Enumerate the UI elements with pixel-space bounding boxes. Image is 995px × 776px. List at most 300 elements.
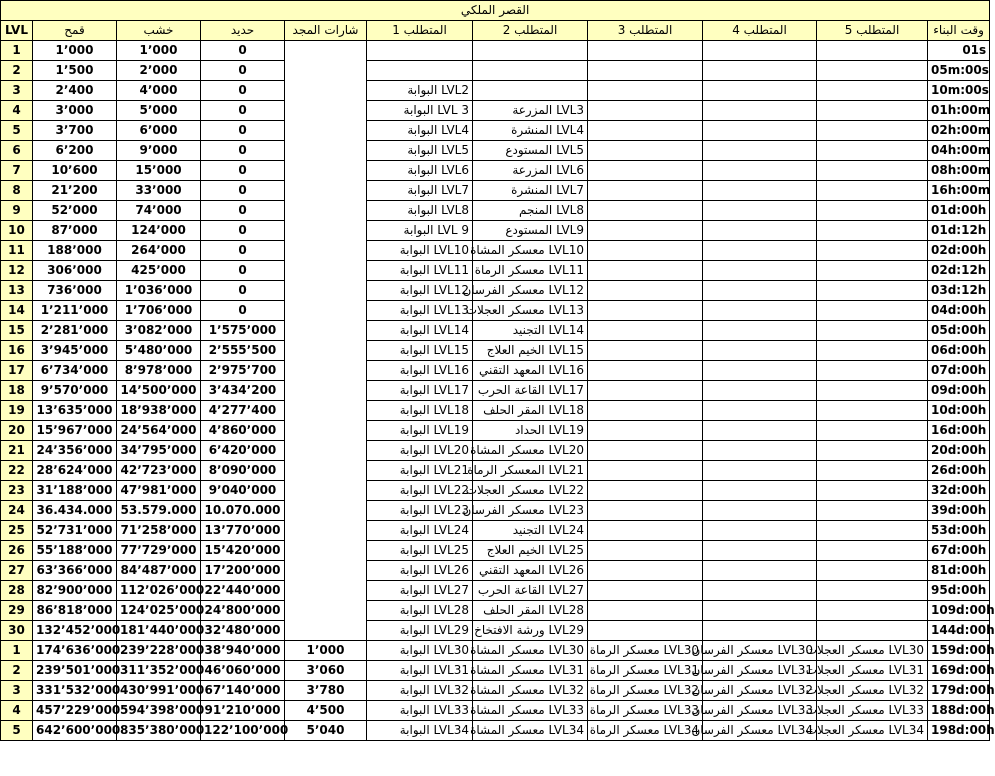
cell-lvl: 3 <box>1 681 33 701</box>
cell-req3 <box>588 321 703 341</box>
table-row <box>1 341 990 361</box>
cell-req4 <box>703 561 817 581</box>
table-row <box>1 401 990 421</box>
cell-req5 <box>817 61 928 81</box>
cell-iron: 3٬434٬200 <box>201 381 285 401</box>
cell-req1: LVL24 البوابة <box>367 521 473 541</box>
cell-glory <box>285 81 367 101</box>
cell-req2: LVL26 المعهد التقني <box>473 561 588 581</box>
cell-time: 02d:12h <box>928 261 990 281</box>
cell-req2: LVL11 معسكر الرماة <box>473 261 588 281</box>
cell-time: 10m:00s <box>928 81 990 101</box>
cell-req1: LVL26 البوابة <box>367 561 473 581</box>
cell-wheat: 1٬500 <box>33 61 117 81</box>
cell-req1: LVL4 البوابة <box>367 121 473 141</box>
cell-req3 <box>588 241 703 261</box>
table-row <box>1 121 990 141</box>
cell-req5 <box>817 301 928 321</box>
cell-req2: LVL30 معسكر المشاة <box>473 641 588 661</box>
cell-wood: 264٬000 <box>117 241 201 261</box>
cell-req1: LVL14 البوابة <box>367 321 473 341</box>
cell-req2: LVL19 الحداد <box>473 421 588 441</box>
cell-time: 05m:00s <box>928 61 990 81</box>
cell-req1: LVL27 البوابة <box>367 581 473 601</box>
cell-wood: 4٬000 <box>117 81 201 101</box>
cell-wood: 18٬938٬000 <box>117 401 201 421</box>
cell-wood: 47٬981٬000 <box>117 481 201 501</box>
cell-req1: LVL 9 البوابة <box>367 221 473 241</box>
header-req3: المتطلب 3 <box>588 21 703 41</box>
cell-wood: 835٬380٬000 <box>117 721 201 741</box>
cell-iron: 24٬800٬000 <box>201 601 285 621</box>
header-req5: المتطلب 5 <box>817 21 928 41</box>
cell-glory: 1٬000 <box>285 641 367 661</box>
cell-iron: 0 <box>201 41 285 61</box>
cell-lvl: 18 <box>1 381 33 401</box>
cell-time: 95d:00h <box>928 581 990 601</box>
cell-wheat: 21٬200 <box>33 181 117 201</box>
cell-time: 169d:00h <box>928 661 990 681</box>
cell-wood: 112٬026٬000 <box>117 581 201 601</box>
cell-wood: 6٬000 <box>117 121 201 141</box>
cell-wheat: 457٬229٬000 <box>33 701 117 721</box>
cell-req2: LVL29 ورشة الافتخاخ <box>473 621 588 641</box>
cell-lvl: 1 <box>1 641 33 661</box>
header-req1: المتطلب 1 <box>367 21 473 41</box>
cell-wood: 84٬487٬000 <box>117 561 201 581</box>
cell-req2 <box>473 81 588 101</box>
cell-time: 53d:00h <box>928 521 990 541</box>
cell-iron: 0 <box>201 81 285 101</box>
cell-req1: LVL34 البوابة <box>367 721 473 741</box>
cell-wood: 5٬480٬000 <box>117 341 201 361</box>
cell-req2: LVL10 معسكر المشاة <box>473 241 588 261</box>
cell-req5 <box>817 401 928 421</box>
cell-time: 81d:00h <box>928 561 990 581</box>
cell-lvl: 22 <box>1 461 33 481</box>
cell-wheat: 10٬600 <box>33 161 117 181</box>
cell-time: 01s <box>928 41 990 61</box>
cell-req4: LVL30 معسكر الفرسان <box>703 641 817 661</box>
cell-lvl: 16 <box>1 341 33 361</box>
cell-req1: LVL12 البوابة <box>367 281 473 301</box>
cell-req2: LVL6 المزرعة <box>473 161 588 181</box>
cell-glory: 3٬060 <box>285 661 367 681</box>
cell-lvl: 23 <box>1 481 33 501</box>
cell-iron: 0 <box>201 281 285 301</box>
cell-req5 <box>817 561 928 581</box>
cell-wheat: 188٬000 <box>33 241 117 261</box>
table-title: القصر الملكي <box>1 1 990 21</box>
cell-wood: 594٬398٬000 <box>117 701 201 721</box>
cell-glory <box>285 521 367 541</box>
cell-iron: 9٬040٬000 <box>201 481 285 501</box>
table-row <box>1 61 990 81</box>
cell-wheat: 63٬366٬000 <box>33 561 117 581</box>
cell-req1: LVL7 البوابة <box>367 181 473 201</box>
cell-lvl: 30 <box>1 621 33 641</box>
cell-req3 <box>588 501 703 521</box>
cell-req3 <box>588 621 703 641</box>
cell-time: 179d:00h <box>928 681 990 701</box>
header-req2: المتطلب 2 <box>473 21 588 41</box>
cell-wood: 2٬000 <box>117 61 201 81</box>
cell-time: 188d:00h <box>928 701 990 721</box>
cell-req4 <box>703 601 817 621</box>
cell-req2: LVL15 الخيم العلاج <box>473 341 588 361</box>
cell-time: 144d:00h <box>928 621 990 641</box>
cell-req3 <box>588 101 703 121</box>
cell-time: 16h:00m <box>928 181 990 201</box>
cell-iron: 0 <box>201 161 285 181</box>
cell-req2: LVL31 معسكر المشاة <box>473 661 588 681</box>
cell-lvl: 2 <box>1 61 33 81</box>
table-row <box>1 661 990 681</box>
cell-req5 <box>817 281 928 301</box>
table-row <box>1 501 990 521</box>
cell-wheat: 306٬000 <box>33 261 117 281</box>
table-row <box>1 541 990 561</box>
cell-wheat: 52٬731٬000 <box>33 521 117 541</box>
cell-req1: LVL19 البوابة <box>367 421 473 441</box>
cell-req3 <box>588 261 703 281</box>
cell-glory <box>285 501 367 521</box>
cell-req3 <box>588 361 703 381</box>
cell-req4 <box>703 161 817 181</box>
cell-iron: 6٬420٬000 <box>201 441 285 461</box>
cell-req1 <box>367 61 473 81</box>
cell-wood: 34٬795٬000 <box>117 441 201 461</box>
header-glory: شارات المجد <box>285 21 367 41</box>
cell-glory <box>285 341 367 361</box>
cell-time: 06d:00h <box>928 341 990 361</box>
cell-wheat: 331٬532٬000 <box>33 681 117 701</box>
cell-glory <box>285 201 367 221</box>
cell-req2: LVL28 المقر الحلف <box>473 601 588 621</box>
cell-req1: LVL25 البوابة <box>367 541 473 561</box>
cell-lvl: 2 <box>1 661 33 681</box>
cell-req5 <box>817 161 928 181</box>
cell-glory <box>285 121 367 141</box>
table-row <box>1 681 990 701</box>
cell-wheat: 3٬000 <box>33 101 117 121</box>
cell-iron: 2٬555٬500 <box>201 341 285 361</box>
table-row <box>1 701 990 721</box>
cell-iron: 0 <box>201 181 285 201</box>
cell-iron: 0 <box>201 301 285 321</box>
cell-wood: 8٬978٬000 <box>117 361 201 381</box>
cell-wheat: 24٬356٬000 <box>33 441 117 461</box>
cell-time: 02d:00h <box>928 241 990 261</box>
cell-wheat: 6٬734٬000 <box>33 361 117 381</box>
cell-time: 01d:12h <box>928 221 990 241</box>
cell-req2: LVL14 التجنيد <box>473 321 588 341</box>
cell-time: 01h:00m <box>928 101 990 121</box>
cell-req4 <box>703 261 817 281</box>
cell-req5: LVL31 معسكر العجلات <box>817 661 928 681</box>
cell-req2 <box>473 41 588 61</box>
cell-wheat: 174٬636٬000 <box>33 641 117 661</box>
cell-glory: 5٬040 <box>285 721 367 741</box>
cell-time: 10d:00h <box>928 401 990 421</box>
cell-req3 <box>588 301 703 321</box>
cell-req5 <box>817 441 928 461</box>
cell-wood: 24٬564٬000 <box>117 421 201 441</box>
cell-req3: LVL34 معسكر الرماة <box>588 721 703 741</box>
cell-lvl: 11 <box>1 241 33 261</box>
cell-time: 109d:00h <box>928 601 990 621</box>
table-row <box>1 281 990 301</box>
cell-req5 <box>817 141 928 161</box>
cell-wheat: 82٬900٬000 <box>33 581 117 601</box>
cell-req4 <box>703 121 817 141</box>
cell-req1 <box>367 41 473 61</box>
cell-glory: 3٬780 <box>285 681 367 701</box>
cell-glory <box>285 461 367 481</box>
cell-lvl: 25 <box>1 521 33 541</box>
cell-wheat: 1٬000 <box>33 41 117 61</box>
cell-time: 04d:00h <box>928 301 990 321</box>
cell-glory <box>285 541 367 561</box>
cell-req3 <box>588 341 703 361</box>
cell-lvl: 12 <box>1 261 33 281</box>
cell-req4 <box>703 41 817 61</box>
cell-iron: 22٬440٬000 <box>201 581 285 601</box>
cell-req4 <box>703 281 817 301</box>
cell-req3 <box>588 581 703 601</box>
cell-glory <box>285 421 367 441</box>
cell-req1: LVL21 البوابة <box>367 461 473 481</box>
cell-lvl: 7 <box>1 161 33 181</box>
cell-req1: LVL23 البوابة <box>367 501 473 521</box>
cell-req5 <box>817 241 928 261</box>
cell-lvl: 14 <box>1 301 33 321</box>
cell-req2: LVL16 المعهد التقني <box>473 361 588 381</box>
cell-glory <box>285 321 367 341</box>
cell-time: 07d:00h <box>928 361 990 381</box>
cell-time: 26d:00h <box>928 461 990 481</box>
cell-time: 04h:00m <box>928 141 990 161</box>
cell-req4 <box>703 241 817 261</box>
cell-wheat: 86٬818٬000 <box>33 601 117 621</box>
cell-req5: LVL34 معسكر العجلات <box>817 721 928 741</box>
cell-lvl: 6 <box>1 141 33 161</box>
table-row <box>1 481 990 501</box>
cell-wood: 9٬000 <box>117 141 201 161</box>
cell-req5 <box>817 361 928 381</box>
cell-req3 <box>588 521 703 541</box>
cell-req2: LVL32 معسكر المشاة <box>473 681 588 701</box>
cell-wheat: 239٬501٬000 <box>33 661 117 681</box>
cell-iron: 0 <box>201 101 285 121</box>
cell-glory <box>285 61 367 81</box>
cell-req1: LVL17 البوابة <box>367 381 473 401</box>
cell-glory <box>285 41 367 61</box>
cell-req4 <box>703 401 817 421</box>
cell-wood: 430٬991٬000 <box>117 681 201 701</box>
cell-req5 <box>817 321 928 341</box>
cell-time: 159d:00h <box>928 641 990 661</box>
cell-req3 <box>588 221 703 241</box>
table-row <box>1 521 990 541</box>
cell-req3 <box>588 41 703 61</box>
cell-iron: 122٬100٬000 <box>201 721 285 741</box>
cell-req5 <box>817 581 928 601</box>
cell-req4 <box>703 81 817 101</box>
cell-req2: LVL34 معسكر المشاة <box>473 721 588 741</box>
cell-req5: LVL30 معسكر العجلات <box>817 641 928 661</box>
cell-req1: LVL29 البوابة <box>367 621 473 641</box>
cell-wood: 311٬352٬000 <box>117 661 201 681</box>
header-lvl: LVL <box>1 21 33 41</box>
cell-wheat: 2٬400 <box>33 81 117 101</box>
cell-req4 <box>703 181 817 201</box>
cell-req2: LVL13 معسكر العجلات <box>473 301 588 321</box>
cell-wheat: 132٬452٬000 <box>33 621 117 641</box>
cell-req1: LVL18 البوابة <box>367 401 473 421</box>
table-row <box>1 321 990 341</box>
cell-req5: LVL32 معسكر العجلات <box>817 681 928 701</box>
cell-glory <box>285 381 367 401</box>
cell-req4 <box>703 141 817 161</box>
cell-glory <box>285 361 367 381</box>
cell-time: 16d:00h <box>928 421 990 441</box>
cell-time: 67d:00h <box>928 541 990 561</box>
table-body <box>1 41 995 741</box>
cell-iron: 0 <box>201 261 285 281</box>
cell-iron: 17٬200٬000 <box>201 561 285 581</box>
cell-wood: 425٬000 <box>117 261 201 281</box>
cell-req1: LVL32 البوابة <box>367 681 473 701</box>
header-row <box>1 21 990 41</box>
cell-time: 02h:00m <box>928 121 990 141</box>
cell-req5 <box>817 221 928 241</box>
cell-time: 09d:00h <box>928 381 990 401</box>
cell-glory <box>285 261 367 281</box>
table-row <box>1 101 990 121</box>
cell-wheat: 31٬188٬000 <box>33 481 117 501</box>
cell-req4 <box>703 341 817 361</box>
header-iron: حديد <box>201 21 285 41</box>
cell-req2 <box>473 61 588 81</box>
table-row <box>1 441 990 461</box>
cell-req4 <box>703 541 817 561</box>
cell-req4 <box>703 441 817 461</box>
table-row <box>1 221 990 241</box>
cell-glory <box>285 581 367 601</box>
cell-lvl: 20 <box>1 421 33 441</box>
table-row <box>1 141 990 161</box>
table-row <box>1 261 990 281</box>
cell-glory: 4٬500 <box>285 701 367 721</box>
cell-req4 <box>703 621 817 641</box>
cell-req5 <box>817 81 928 101</box>
cell-wood: 1٬036٬000 <box>117 281 201 301</box>
cell-req5 <box>817 501 928 521</box>
cell-req4 <box>703 361 817 381</box>
cell-glory <box>285 301 367 321</box>
cell-req2: LVL9 المستودع <box>473 221 588 241</box>
cell-req4 <box>703 481 817 501</box>
cell-req2: LVL18 المقر الحلف <box>473 401 588 421</box>
table-row <box>1 201 990 221</box>
cell-iron: 32٬480٬000 <box>201 621 285 641</box>
cell-wood: 15٬000 <box>117 161 201 181</box>
cell-lvl: 4 <box>1 701 33 721</box>
table-row <box>1 41 990 61</box>
cell-wood: 42٬723٬000 <box>117 461 201 481</box>
cell-wood: 1٬706٬000 <box>117 301 201 321</box>
cell-wheat: 9٬570٬000 <box>33 381 117 401</box>
cell-wood: 181٬440٬000 <box>117 621 201 641</box>
cell-iron: 38٬940٬000 <box>201 641 285 661</box>
cell-req5 <box>817 601 928 621</box>
cell-req2: LVL27 القاعة الحرب <box>473 581 588 601</box>
cell-iron: 0 <box>201 221 285 241</box>
cell-req3 <box>588 601 703 621</box>
cell-req4 <box>703 201 817 221</box>
cell-iron: 0 <box>201 201 285 221</box>
cell-req3 <box>588 381 703 401</box>
cell-req5 <box>817 541 928 561</box>
cell-req2: LVL17 القاعة الحرب <box>473 381 588 401</box>
cell-wood: 124٬000 <box>117 221 201 241</box>
cell-wood: 33٬000 <box>117 181 201 201</box>
cell-wood: 53.579.000 <box>117 501 201 521</box>
cell-wood: 3٬082٬000 <box>117 321 201 341</box>
cell-req4 <box>703 461 817 481</box>
table-row <box>1 161 990 181</box>
cell-iron: 10.070.000 <box>201 501 285 521</box>
cell-lvl: 10 <box>1 221 33 241</box>
cell-glory <box>285 441 367 461</box>
cell-wheat: 6٬200 <box>33 141 117 161</box>
cell-req3 <box>588 61 703 81</box>
cell-wood: 5٬000 <box>117 101 201 121</box>
cell-req1: LVL2 البوابة <box>367 81 473 101</box>
cell-req3: LVL33 معسكر الرماة <box>588 701 703 721</box>
cell-wheat: 55٬188٬000 <box>33 541 117 561</box>
table-row <box>1 181 990 201</box>
cell-req3 <box>588 121 703 141</box>
cell-req4 <box>703 61 817 81</box>
cell-glory <box>285 241 367 261</box>
cell-req2: LVL24 التجنيد <box>473 521 588 541</box>
cell-req5 <box>817 481 928 501</box>
cell-wheat: 15٬967٬000 <box>33 421 117 441</box>
table-row <box>1 641 990 661</box>
table-row <box>1 361 990 381</box>
cell-iron: 4٬860٬000 <box>201 421 285 441</box>
cell-req5 <box>817 101 928 121</box>
table-row <box>1 461 990 481</box>
cell-req1: LVL22 البوابة <box>367 481 473 501</box>
cell-req3 <box>588 141 703 161</box>
cell-wood: 77٬729٬000 <box>117 541 201 561</box>
cell-req4 <box>703 321 817 341</box>
cell-time: 03d:12h <box>928 281 990 301</box>
cell-req5 <box>817 341 928 361</box>
cell-time: 08h:00m <box>928 161 990 181</box>
cell-req5 <box>817 261 928 281</box>
cell-glory <box>285 181 367 201</box>
cell-lvl: 3 <box>1 81 33 101</box>
cell-glory <box>285 281 367 301</box>
table-row <box>1 81 990 101</box>
cell-glory <box>285 161 367 181</box>
cell-req2: LVL7 المنشرة <box>473 181 588 201</box>
cell-req5 <box>817 461 928 481</box>
